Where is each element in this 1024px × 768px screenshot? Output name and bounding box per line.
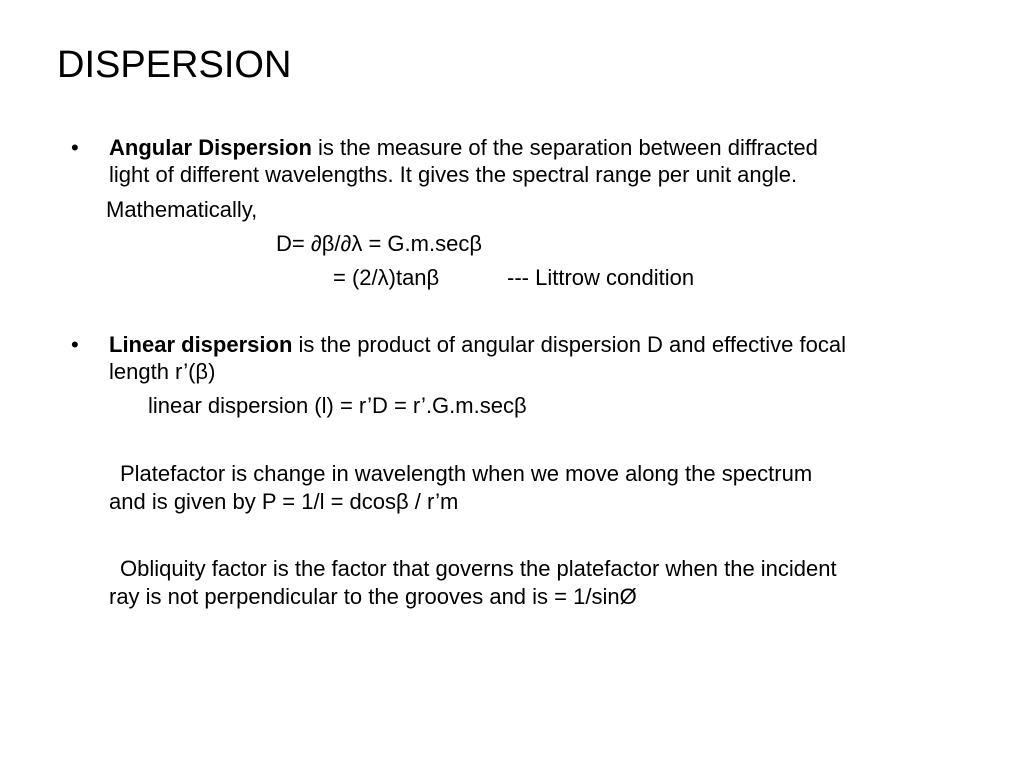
linear-line-2: length r’(β) <box>109 359 216 384</box>
linear-text-1: is the product of angular dispersion D and effective focal <box>292 332 846 357</box>
slide-title: DISPERSION <box>57 44 292 86</box>
littrow-note: --- Littrow condition <box>507 265 695 290</box>
angular-line-2: light of different wavelengths. It gives the spectral range per unit angle. <box>109 162 798 187</box>
bullet-linear: • <box>71 332 79 357</box>
angular-formula-2: = (2/λ)tanβ <box>333 265 440 290</box>
mathematically-label: Mathematically, <box>106 197 258 222</box>
angular-text-1: is the measure of the separation between diffracted <box>311 135 818 160</box>
obliquity-line-2: ray is not perpendicular to the grooves and is = 1/sinØ <box>109 584 637 609</box>
bullet-angular: • <box>71 135 79 160</box>
linear-line-1 <box>109 331 846 358</box>
angular-term: Angular Dispersion <box>109 135 312 160</box>
angular-formula-1: D= ∂β/∂λ = G.m.secβ <box>276 231 482 256</box>
linear-formula: linear dispersion (l) = r’D = r’.G.m.secβ <box>148 393 527 418</box>
obliquity-line-1: Obliquity factor is the factor that governs the platefactor when the incident <box>120 556 837 581</box>
platefactor-line-2: and is given by P = 1/l = dcosβ / r’m <box>109 489 459 514</box>
angular-line-1 <box>109 134 818 161</box>
platefactor-line-1: Platefactor is change in wavelength when we move along the spectrum <box>120 461 813 486</box>
linear-term: Linear dispersion <box>109 332 293 357</box>
